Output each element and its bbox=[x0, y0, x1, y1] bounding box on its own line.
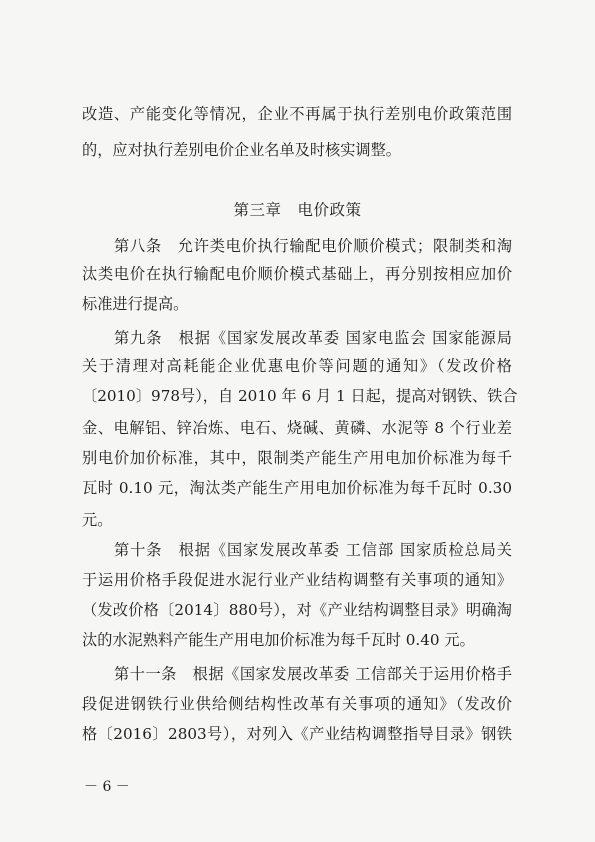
article-11-line: 第十一条 根据《国家发展改革委 工信部关于运用价格手 bbox=[114, 665, 512, 683]
body-line: （发改价格〔2014〕880号），对《产业结构调整目录》明确淘 bbox=[82, 601, 512, 619]
article-9-line: 第九条 根据《国家发展改革委 国家电监会 国家能源局 bbox=[114, 329, 512, 347]
body-line: 关于清理对高耗能企业优惠电价等问题的通知》（发改价格 bbox=[82, 357, 512, 375]
body-line: 于运用价格手段促进水泥行业产业结构调整有关事项的通知》 bbox=[82, 571, 512, 589]
article-8-line: 第八条 允许类电价执行输配电价顺价模式；限制类和淘 bbox=[114, 237, 512, 255]
chapter-heading: 第三章 电价政策 bbox=[233, 201, 362, 219]
body-line: 改造、产能变化等情况，企业不再属于执行差别电价政策范围 bbox=[82, 105, 512, 123]
body-line: 汰类电价在执行输配电价顺价模式基础上，再分别按相应加价 bbox=[82, 265, 512, 283]
body-line: 别电价加价标准，其中，限制类产能生产用电加价标准为每千 bbox=[82, 449, 512, 467]
body-line: 格〔2016〕2803号），对列入《产业结构调整指导目录》钢铁 bbox=[82, 725, 512, 743]
body-line: 金、电解铝、锌冶炼、电石、烧碱、黄磷、水泥等 8 个行业差 bbox=[82, 419, 512, 437]
body-line: 元。 bbox=[82, 511, 113, 529]
page-number: － 6 － bbox=[84, 779, 130, 795]
body-line: 段促进钢铁行业供给侧结构性改革有关事项的通知》（发改价 bbox=[82, 695, 512, 713]
body-line: 汰的水泥熟料产能生产用电加价标准为每千瓦时 0.40 元。 bbox=[82, 631, 475, 649]
article-10-line: 第十条 根据《国家发展改革委 工信部 国家质检总局关 bbox=[114, 541, 512, 559]
body-line: 标准进行提高。 bbox=[82, 295, 189, 313]
body-line: 〔2010〕978号），自 2010 年 6 月 1 日起，提高对钢铁、铁合 bbox=[82, 387, 518, 405]
body-line: 的，应对执行差别电价企业名单及时核实调整。 bbox=[82, 141, 401, 159]
body-line: 瓦时 0.10 元，淘汰类产能生产用电加价标准为每千瓦时 0.30 bbox=[82, 479, 512, 497]
